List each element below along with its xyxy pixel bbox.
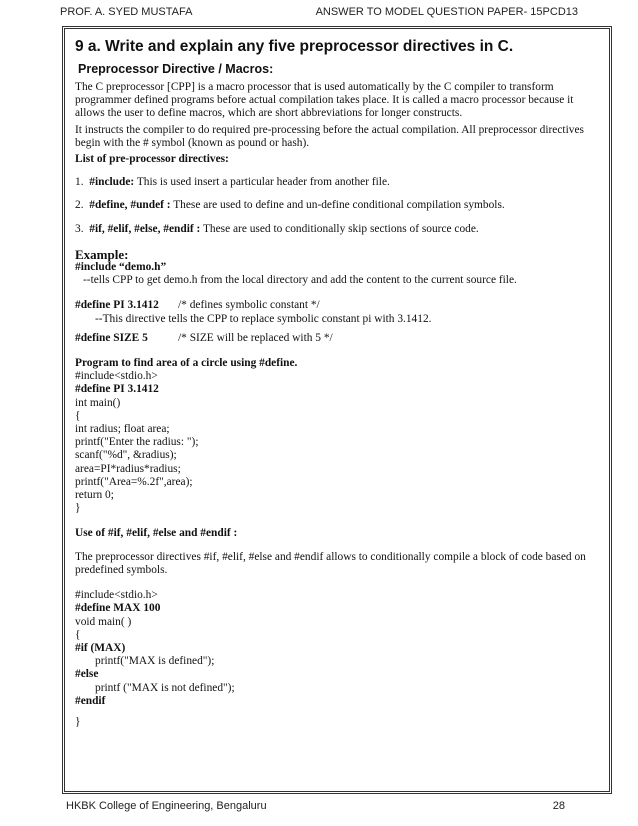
page-content: [75, 38, 600, 729]
code-line: scanf("%d", &radius);: [75, 449, 177, 462]
directive-item: 1. #include: This is used insert a particular header from another file.: [75, 176, 390, 189]
example-define-size: #define SIZE 5 /* SIZE will be replaced with 5 */: [75, 331, 333, 344]
code-line: printf ("MAX is not defined");: [95, 681, 235, 694]
question-heading: 9 a. Write and explain any five preprocessor directives in C.: [75, 38, 514, 55]
example-include: #include “demo.h”: [75, 261, 167, 274]
code-line: }: [75, 715, 81, 728]
program2-code: [75, 589, 600, 729]
code-line: int radius; float area;: [75, 423, 170, 436]
code-line: }: [75, 502, 81, 515]
example-include-desc: --tells CPP to get demo.h from the local directory and add the content to the current source file.: [83, 274, 517, 287]
code-line: #define PI 3.1412: [75, 383, 159, 396]
code-line: return 0;: [75, 489, 114, 502]
code-line: #endif: [75, 694, 106, 707]
code-line: void main( ): [75, 615, 132, 628]
code-line: #include<stdio.h>: [75, 589, 158, 602]
program1-title: Program to find area of a circle using #define.: [75, 357, 298, 370]
code-line: #if (MAX): [75, 641, 126, 654]
header-author: PROF. A. SYED MUSTAFA: [60, 6, 193, 18]
directive-item: 3. #if, #elif, #else, #endif : These are used to conditionally skip sections of source code.: [75, 222, 479, 235]
section2-title: Use of #if, #elif, #else and #endif :: [75, 527, 238, 540]
directive-item: 2. #define, #undef : These are used to define and un-define conditional compilation symbols.: [75, 199, 505, 212]
page-number: 28: [552, 800, 565, 812]
code-line: #define MAX 100: [75, 602, 161, 615]
code-line: int main(): [75, 396, 121, 409]
example-define-pi: #define PI 3.1412 /* defines symbolic constant */: [75, 299, 320, 312]
code-line: {: [75, 628, 81, 641]
header-title: ANSWER TO MODEL QUESTION PAPER- 15PCD13: [315, 6, 578, 18]
footer-college: HKBK College of Engineering, Bengaluru: [66, 800, 267, 812]
intro-paragraph-2: It instructs the compiler to do required pre-processing before the actual compilation. All preprocessor directives begin with the # symbol (known as pound or hash).: [75, 123, 584, 149]
code-line: printf("MAX is defined");: [95, 655, 215, 668]
code-line: {: [75, 409, 81, 422]
intro-paragraph-1: The C preprocessor [CPP] is a macro processor that is used automatically by the C compiler to transform programmer defined programs before actual compilation takes place. It is called a macro processor because it allows the user to define macros, which are short abbreviations for longer constructs.: [75, 81, 574, 120]
code-line: #else: [75, 668, 99, 681]
example-define-pi-desc: --This directive tells the CPP to replace symbolic constant pi with 3.1412.: [95, 312, 432, 325]
list-title: List of pre-processor directives:: [75, 153, 229, 166]
code-line: printf("Area=%.2f",area);: [75, 475, 193, 488]
code-line: printf("Enter the radius: ");: [75, 436, 199, 449]
section2-desc: The preprocessor directives #if, #elif, #else and #endif allows to conditionally compile a block of code based on predefined symbols.: [75, 550, 586, 576]
section-subheading: Preprocessor Directive / Macros:: [78, 62, 274, 76]
example-title: Example:: [75, 246, 129, 262]
code-line: area=PI*radius*radius;: [75, 462, 181, 475]
program1-code: [75, 370, 600, 515]
code-line: #include<stdio.h>: [75, 370, 158, 383]
